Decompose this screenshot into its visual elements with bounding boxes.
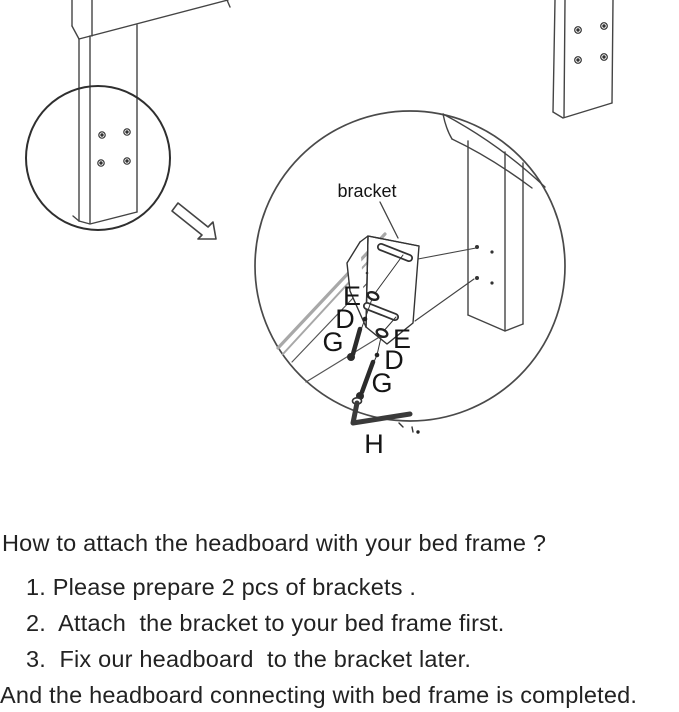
post-hole-icon: [490, 281, 493, 284]
instruction-step-3: 3. Fix our headboard to the bracket later.: [26, 646, 472, 672]
label-bolt-g-1: G: [322, 327, 344, 357]
leg-right-edge: [612, 0, 613, 103]
flange-hole-icon: [366, 272, 369, 275]
magnifier-circle: [26, 86, 170, 230]
headboard-bottom-edge: [79, 0, 228, 39]
leg-screw-holes: [575, 23, 608, 64]
leg-bottom-edge: [553, 103, 612, 118]
leg-screw-holes: [98, 129, 130, 166]
bracket-leader-lines: [415, 248, 476, 321]
zoom-arrow-icon: [172, 203, 216, 239]
label-nut-d-2: D: [384, 345, 404, 375]
leg-inner-left-edge: [564, 0, 565, 117]
headboard-end-edge: [72, 26, 79, 39]
nut-d-icon: [375, 353, 380, 358]
instruction-step-1: 1. Please prepare 2 pcs of brackets .: [26, 574, 417, 600]
stray-dot: [416, 430, 419, 433]
screw-hole-center: [577, 29, 579, 31]
stray-mark: [399, 423, 403, 427]
post-hole-icon: [490, 250, 493, 253]
screw-hole-center: [603, 56, 605, 58]
label-nut-d-1: D: [335, 304, 355, 334]
completion-note: And the headboard connecting with bed frame is completed.: [0, 682, 638, 708]
post-bottom-edge: [468, 315, 523, 331]
post-hole-icon: [475, 276, 479, 280]
instruction-step-2: 2. Attach the bracket to your bed frame first.: [26, 610, 505, 636]
label-bolt-g-2: G: [371, 368, 393, 398]
screw-hole-center: [100, 162, 102, 164]
bracket-label: bracket: [337, 181, 397, 201]
screw-hole-center: [126, 160, 128, 162]
allen-key-drawing: [353, 398, 420, 434]
headboard-bottom-curve-inner: [452, 139, 532, 188]
label-allen-key-h: H: [364, 429, 384, 459]
screw-hole-center: [577, 59, 579, 61]
detail-view: [255, 111, 565, 459]
screw-hole-center: [101, 134, 103, 136]
stray-mark: [412, 427, 413, 432]
edge-tick: [227, 0, 230, 7]
bedframe-leg-drawing: [553, 0, 613, 118]
screw-hole-center: [603, 25, 605, 27]
headboard-leg-detail: [443, 114, 545, 331]
label-washer-e-1: E: [342, 281, 362, 311]
bolt-head-icon: [347, 353, 355, 361]
nut-d-icon: [363, 317, 368, 322]
leg-foot-edge: [73, 216, 79, 221]
headboard-bottom-curve: [443, 114, 545, 187]
leader-line-bottom-hole: [415, 279, 474, 321]
screw-hole-center: [126, 131, 128, 133]
leg-bottom-edge: [79, 212, 137, 224]
headboard-corner-drawing: [72, 0, 230, 224]
bracket-label-leader: [380, 202, 398, 238]
instructions-heading: How to attach the headboard with your bed frame ?: [2, 530, 547, 556]
leg-outer-left-edge: [553, 0, 555, 112]
label-washer-e-2: E: [392, 324, 412, 354]
